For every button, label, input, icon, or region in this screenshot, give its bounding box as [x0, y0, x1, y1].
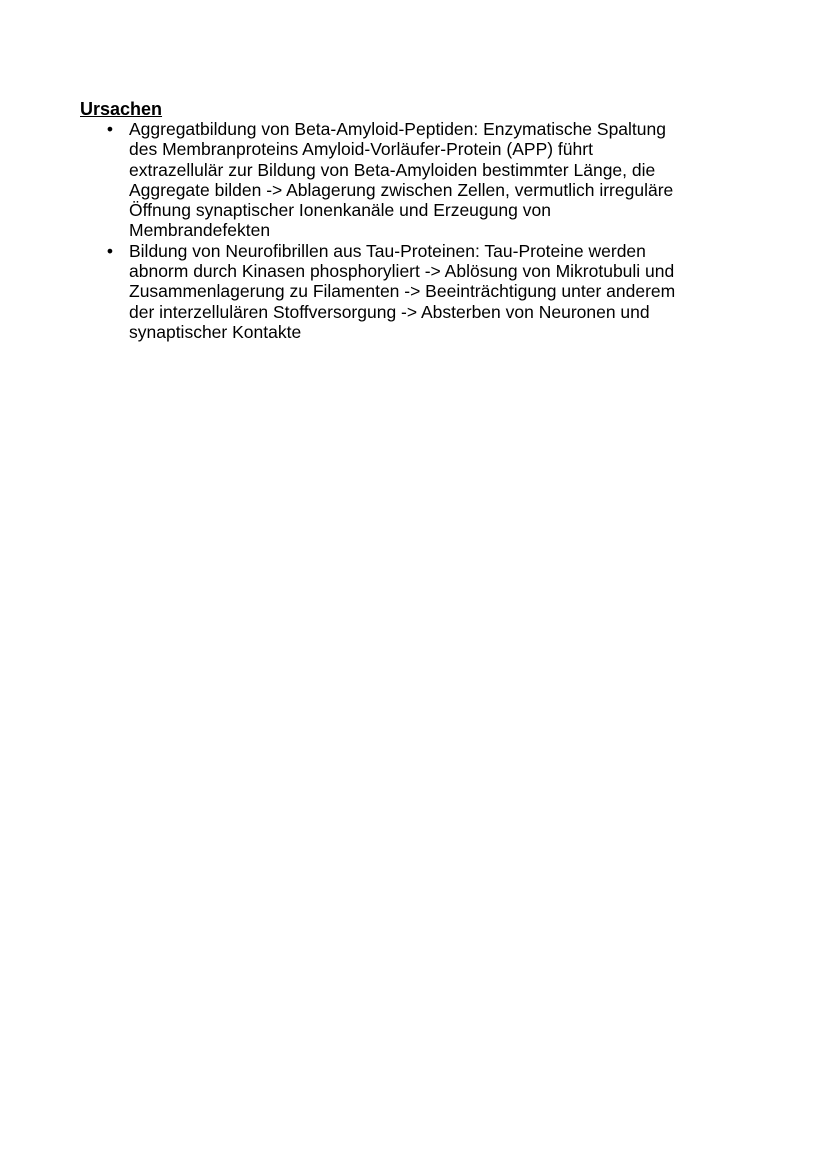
text-line: extrazellulär zur Bildung von Beta-Amyloiden bestimmter Länge, die	[129, 159, 656, 180]
text-line: Bildung von Neurofibrillen aus Tau-Proteinen: Tau-Proteine werden	[129, 240, 646, 261]
text-line: des Membranproteins Amyloid-Vorläufer-Protein (APP) führt	[129, 139, 593, 160]
text-line: Öffnung synaptischer Ionenkanäle und Erzeugung von	[129, 200, 551, 221]
text-line: synaptischer Kontakte	[129, 321, 302, 342]
text-line: der interzellulären Stoffversorgung -> Absterben von Neuronen und	[129, 301, 650, 322]
bullet-icon: •	[106, 240, 114, 261]
text-line: Zusammenlagerung zu Filamenten -> Beeinträchtigung unter anderem	[129, 281, 676, 302]
bullet-icon: •	[106, 119, 114, 139]
list-item	[80, 119, 760, 241]
text-line: Membrandefekten	[129, 220, 271, 241]
document-content	[80, 99, 760, 342]
section-heading: Ursachen	[80, 99, 163, 119]
text-line: Aggregate bilden -> Ablagerung zwischen Zellen, vermutlich irreguläre	[129, 179, 674, 200]
text-line: Aggregatbildung von Beta-Amyloid-Peptiden: Enzymatische Spaltung	[129, 119, 666, 139]
text-line: abnorm durch Kinasen phosphoryliert -> Ablösung von Mikrotubuli und	[129, 261, 675, 282]
bullet-list	[80, 119, 760, 342]
list-item	[80, 241, 760, 342]
